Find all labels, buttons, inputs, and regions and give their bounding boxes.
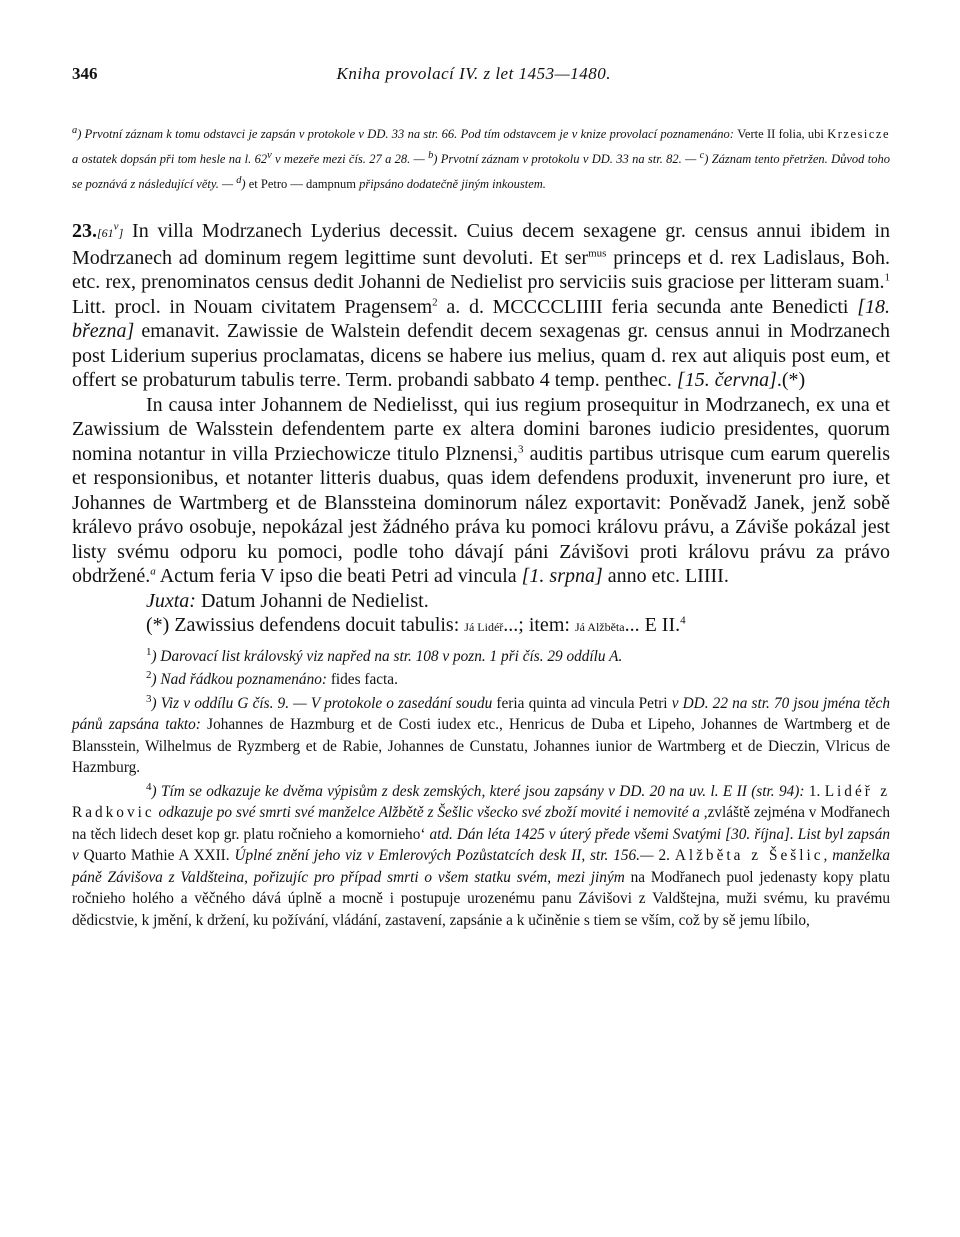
folio-close: ] — [118, 226, 124, 241]
footnotes — [72, 646, 890, 932]
apparatus-mark: c — [699, 150, 705, 162]
critical-apparatus — [72, 120, 890, 195]
footnote-text: atd. Dán léta 1425 v úterý přede všemi Svatými — [425, 825, 726, 843]
footnote-roman: fides facta. — [330, 671, 398, 689]
entry-text: anno etc. LIIII. — [602, 565, 729, 588]
apparatus-roman: Verte II folia, ubi — [737, 127, 828, 142]
entry-text: Actum feria V ipso die beati Petri ad vincula — [155, 565, 522, 588]
entry-paragraph — [72, 393, 890, 589]
entry-text: emanavit. Zawissie de Walstein defendit decem sexagenas gr. census annui in Modrzanech post Liderium superius proclamatas, dicens se habere ius melius, quam d. rex aut aliquis post eum, et offert se probaturum tabulis terre. Term. probandi sabbato 4 temp. penthec. — [72, 320, 890, 392]
footnote-1 — [72, 646, 890, 668]
footnote-roman: Johannes de Hazmburg et de Costi iudex etc., Henricus de Duba et Lipeho, Johannes de Wartmberg et de Blansstein, Wilhelmus de Ryzmberg et de Rabie, Johannes de Cunstatu, Johannes iunior de Wartmberg et de Dieczin, Vlricus de Hazmburg. — [72, 716, 890, 777]
footnote-ref: 4 — [680, 614, 686, 627]
superscript: mus — [588, 247, 607, 260]
apparatus-text: ) Záznam tento přetržen. Důvod toho se poznává z následující věty. — — [72, 152, 890, 192]
footnote-3 — [72, 693, 890, 779]
small-caps-text: Já Lidéř — [464, 620, 504, 635]
entry-23 — [72, 219, 890, 640]
page-number: 346 — [72, 64, 98, 83]
apparatus-roman: et Petro — dampnum — [248, 177, 356, 192]
person-name: Alžběta z Šešlic — [674, 847, 824, 865]
juxta-label: Juxta: — [146, 589, 196, 612]
entry-text: (*) Zawissius defendens docuit tabulis: — [146, 614, 465, 637]
footnote-roman: Quarto Mathie A XXII. — [83, 847, 230, 865]
apparatus-text: připsáno dodatečně jiným inkoustem. — [356, 177, 546, 192]
entry-paragraph — [72, 589, 890, 614]
footnote-ref: 2 — [432, 296, 438, 309]
footnote-roman: na Modřanech puol jedenasty kopy platu ročnieho holého a věčného dává úplně a mocně i postupuje urozenému panu Závišovi z Valdštejna, muži svému, ku pravému dědicstvie, k jmění, k držení, ku požívání, vládání, zastavení, zapsánie a k učiněnie s tiem se vším, což by sě jemu líbilo, — [72, 868, 890, 929]
apparatus-mark: a — [72, 125, 78, 136]
footnote-text: ) Viz v oddílu G čís. 9. — V protokole o zasedání soudu — [151, 694, 497, 712]
footnote-roman: feria quinta ad vincula Petri — [496, 694, 668, 712]
apparatus-text: a ostatek dopsán při tom hesle na l. 62 — [72, 152, 268, 167]
footnote-roman: ,zvláště zejména v Modřanech na těch lidech deset kop gr. platu ročnieho a komornieho‘ — [72, 804, 890, 843]
entry-text: a. d. MCCCCLIIII feria secunda ante Benedicti — [437, 295, 858, 318]
entry-number: 23. — [72, 220, 97, 243]
date-note: [18. března] — [72, 295, 890, 343]
footnote-text: ) Tím se odkazuje ke dvěma výpisům z desk zemských, které jsou zapsány v DD. 20 na uv. l. E II (str. 94): — [151, 782, 809, 800]
footnote-ref: 3 — [517, 443, 524, 456]
apparatus-verso: v — [267, 150, 272, 162]
date-note: [15. června] — [676, 369, 777, 392]
footnote-mark: 2 — [146, 669, 152, 682]
footnote-text: ) Nad řádkou poznamenáno: — [151, 671, 331, 689]
entry-text: ...; item: — [503, 614, 575, 637]
entry-text: Datum Johanni de Nedielist. — [195, 589, 429, 612]
footnote-roman: 2. — [658, 847, 670, 865]
footnote-text: odkazuje po své smrti své manželce Alžbětě z Šešlic všecko své zboží movité i nemovité a — [154, 804, 704, 822]
entry-text: In causa inter Johannem de Nedielisst, qui ius regium prosequitur in Modrzanech, ex una et Zawissium de Walsstein defendentem parte ex altera domini barones iudicio presidentes, quorum nomina notantur in villa Prziechowicze titulo Plznensi, — [72, 393, 890, 465]
footnote-text: v DD. 22 na str. 70 jsou jména těch pánů zapsána takto: — [72, 694, 890, 734]
date-note: [1. srpna] — [521, 565, 603, 588]
person-name: Lidéř z Radkovic — [72, 782, 890, 822]
apparatus-text: ) — [241, 177, 249, 192]
footnote-2 — [72, 669, 890, 691]
page-header — [72, 64, 890, 92]
folio-ref: [61 — [97, 226, 114, 241]
footnote-mark: 1 — [146, 645, 152, 658]
entry-text: Litt. procl. in Nouam civitatem Pragensem — [72, 295, 433, 318]
date-note: [30. října] — [725, 825, 790, 843]
footnote-mark: 4 — [146, 780, 152, 793]
entry-text: auditis partibus utrisque cum earum querelis et responsionibus, et notanter litteris duabus, quas idem defendens produxit, invenerunt pro iure, et Johannes de Wartmberg et de Blanssteina dominorum nález exportavit: Poněvadž Janek, jenž sobě králevo právo osobuje, nepokázal jest žádného práva ku pomoci královu právu, a Záviše pokázal jest listy svému odporu ku pomoci, podle toho dávají páni Závišovi proti královu právu za právo obdržené. — [72, 442, 890, 588]
apparatus-text: ) Prvotní záznam k tomu odstavci je zapsán v protokole v DD. 33 na str. 66. Pod tím odstavcem je v knize provolací poznamenáno: — [77, 127, 738, 142]
running-title: Kniha provolací IV. z let 1453—1480. — [336, 64, 611, 83]
folio-verso: v — [113, 220, 119, 233]
footnote-roman: 1. — [808, 782, 821, 800]
footnote-text: ) Darovací list královský viz napřed na str. 108 v pozn. 1 při čís. 29 oddílu A. — [151, 647, 623, 665]
entry-text: princeps et d. rex Ladislaus, Boh. etc. rex, prenominatos census dedit Johanni de Nedielist pro serviciis suis graciose per litteram suam. — [72, 246, 891, 294]
entry-text: .(*) — [776, 369, 806, 392]
page — [72, 64, 890, 933]
apparatus-ref: a — [150, 565, 156, 578]
apparatus-text: ) Prvotní záznam v protokolu v DD. 33 na str. 82. — — [433, 152, 700, 167]
footnote-text: , manželka páně Závišova z Valdšteina, pořizujíc pro případ smrti o všem statku svém, mezi jiným — [72, 847, 890, 886]
entry-paragraph — [72, 219, 890, 393]
entry-text: In villa Modrzanech Lyderius decessit. Cuius decem sexagene gr. census annui ibidem in Modrzanech ad dominum regem legittime sunt devoluti. Et ser — [72, 220, 890, 269]
apparatus-text: v mezeře mezi čís. 27 a 28. — — [271, 152, 429, 167]
footnote-text: Úplné znění jeho viz v Emlerových Pozůstatcích desk II, str. 156.— — [229, 847, 659, 865]
footnote-4 — [72, 781, 890, 932]
small-caps-text: Já Alžběta — [574, 620, 625, 635]
footnote-text: . List byl zapsán v — [72, 825, 890, 865]
footnote-ref: 1 — [884, 271, 890, 284]
entry-paragraph — [72, 613, 890, 640]
entry-text: ... E II. — [624, 614, 681, 637]
apparatus-mark: d — [236, 175, 242, 187]
apparatus-name: Krzesicze — [827, 127, 890, 142]
apparatus-mark: b — [428, 150, 434, 162]
footnote-mark: 3 — [146, 692, 152, 705]
